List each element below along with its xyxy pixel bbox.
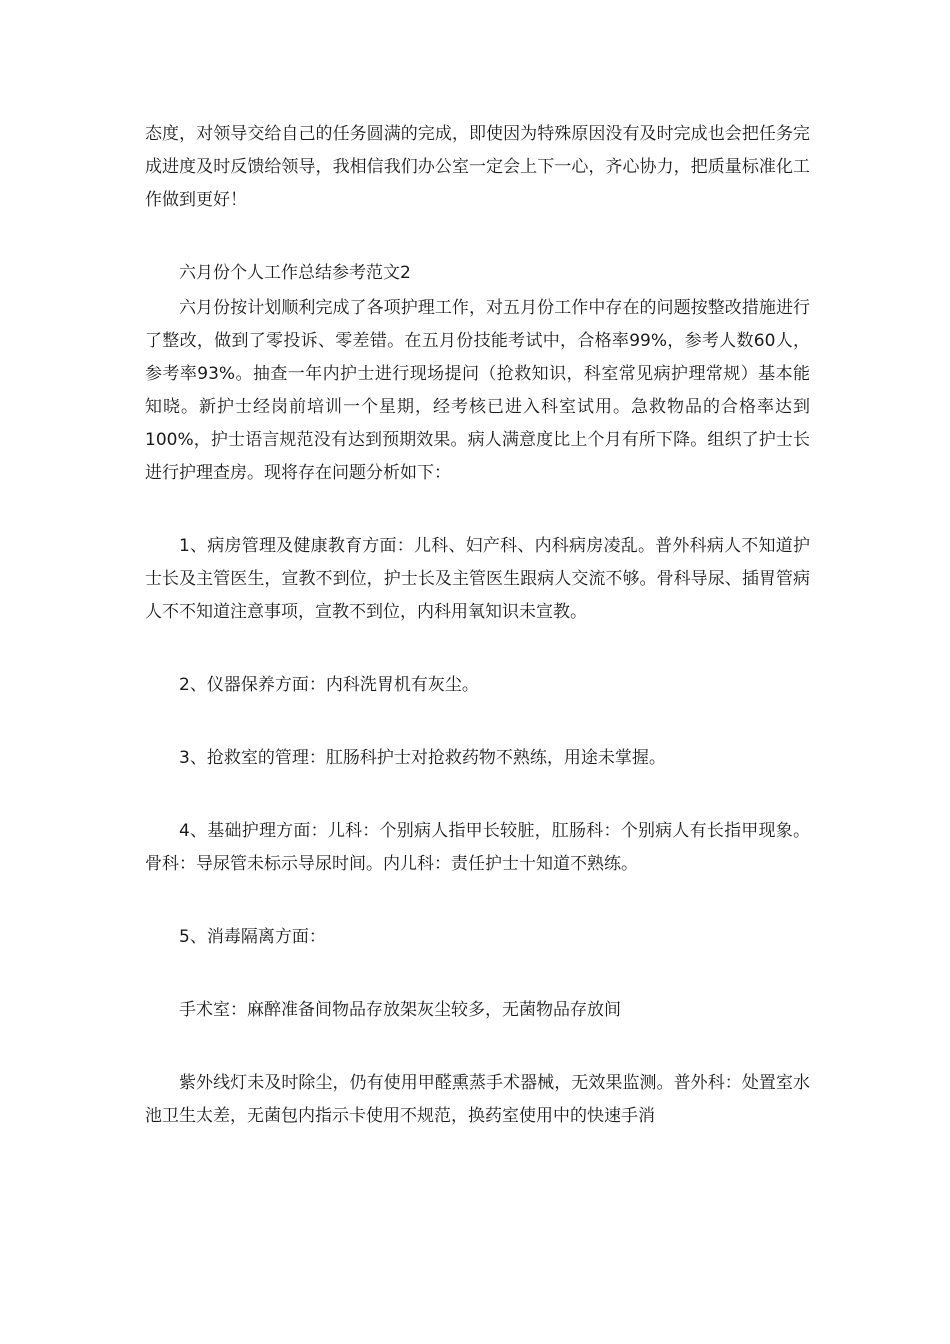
paragraph-uv-lamp: 紫外线灯未及时除尘，仍有使用甲醛熏蒸手术器械，无效果监测。普外科：处置室水池卫生太差，无菌包内指示卡使用不规范，换药室使用中的快速手消 [145, 1073, 810, 1126]
paragraph-item-4: 4、基础护理方面：儿科：个别病人指甲长较脏，肛肠科：个别病人有长指甲现象。骨科：导尿管未标示导尿时间。内儿科：责任护士十知道不熟练。 [145, 821, 810, 874]
section-heading: 六月份个人工作总结参考范文2 [179, 263, 411, 283]
paragraph-item-3: 3、抢救室的管理：肛肠科护士对抢救药物不熟练，用途未掌握。 [179, 748, 666, 768]
document-body [145, 118, 810, 1133]
paragraph-item-5: 5、消毒隔离方面： [179, 927, 326, 947]
paragraph-operating-room: 手术室：麻醉准备间物品存放架灰尘较多，无菌物品存放间 [179, 1000, 621, 1020]
paragraph-intro: 六月份按计划顺利完成了各项护理工作，对五月份工作中存在的问题按整改措施进行了整改，做到了零投诉、零差错。在五月份技能考试中，合格率99%，参考人数60人，参考率93%。抽查一年内护士进行现场提问（抢救知识，科室常见病护理常规）基本能知晓。新护士经岗前培训一个星期，经考核已进入科室试用。急救物品的合格率达到100%，护士语言规范没有达到预期效果。病人满意度比上个月有所下降。组织了护士长进行护理查房。现将存在问题分析如下： [145, 298, 810, 483]
paragraph-item-1: 1、病房管理及健康教育方面：儿科、妇产科、内科病房凌乱。普外科病人不知道护士长及主管医生，宣教不到位，护士长及主管医生跟病人交流不够。骨科导尿、插胃管病人不不知道注意事项，宣教不到位，内科用氧知识未宣教。 [145, 536, 810, 622]
paragraph-continuation: 态度，对领导交给自己的任务圆满的完成，即使因为特殊原因没有及时完成也会把任务完成进度及时反馈给领导，我相信我们办公室一定会上下一心，齐心协力，把质量标准化工作做到更好！ [145, 124, 810, 210]
paragraph-item-2: 2、仪器保养方面：内科洗胃机有灰尘。 [179, 675, 479, 695]
